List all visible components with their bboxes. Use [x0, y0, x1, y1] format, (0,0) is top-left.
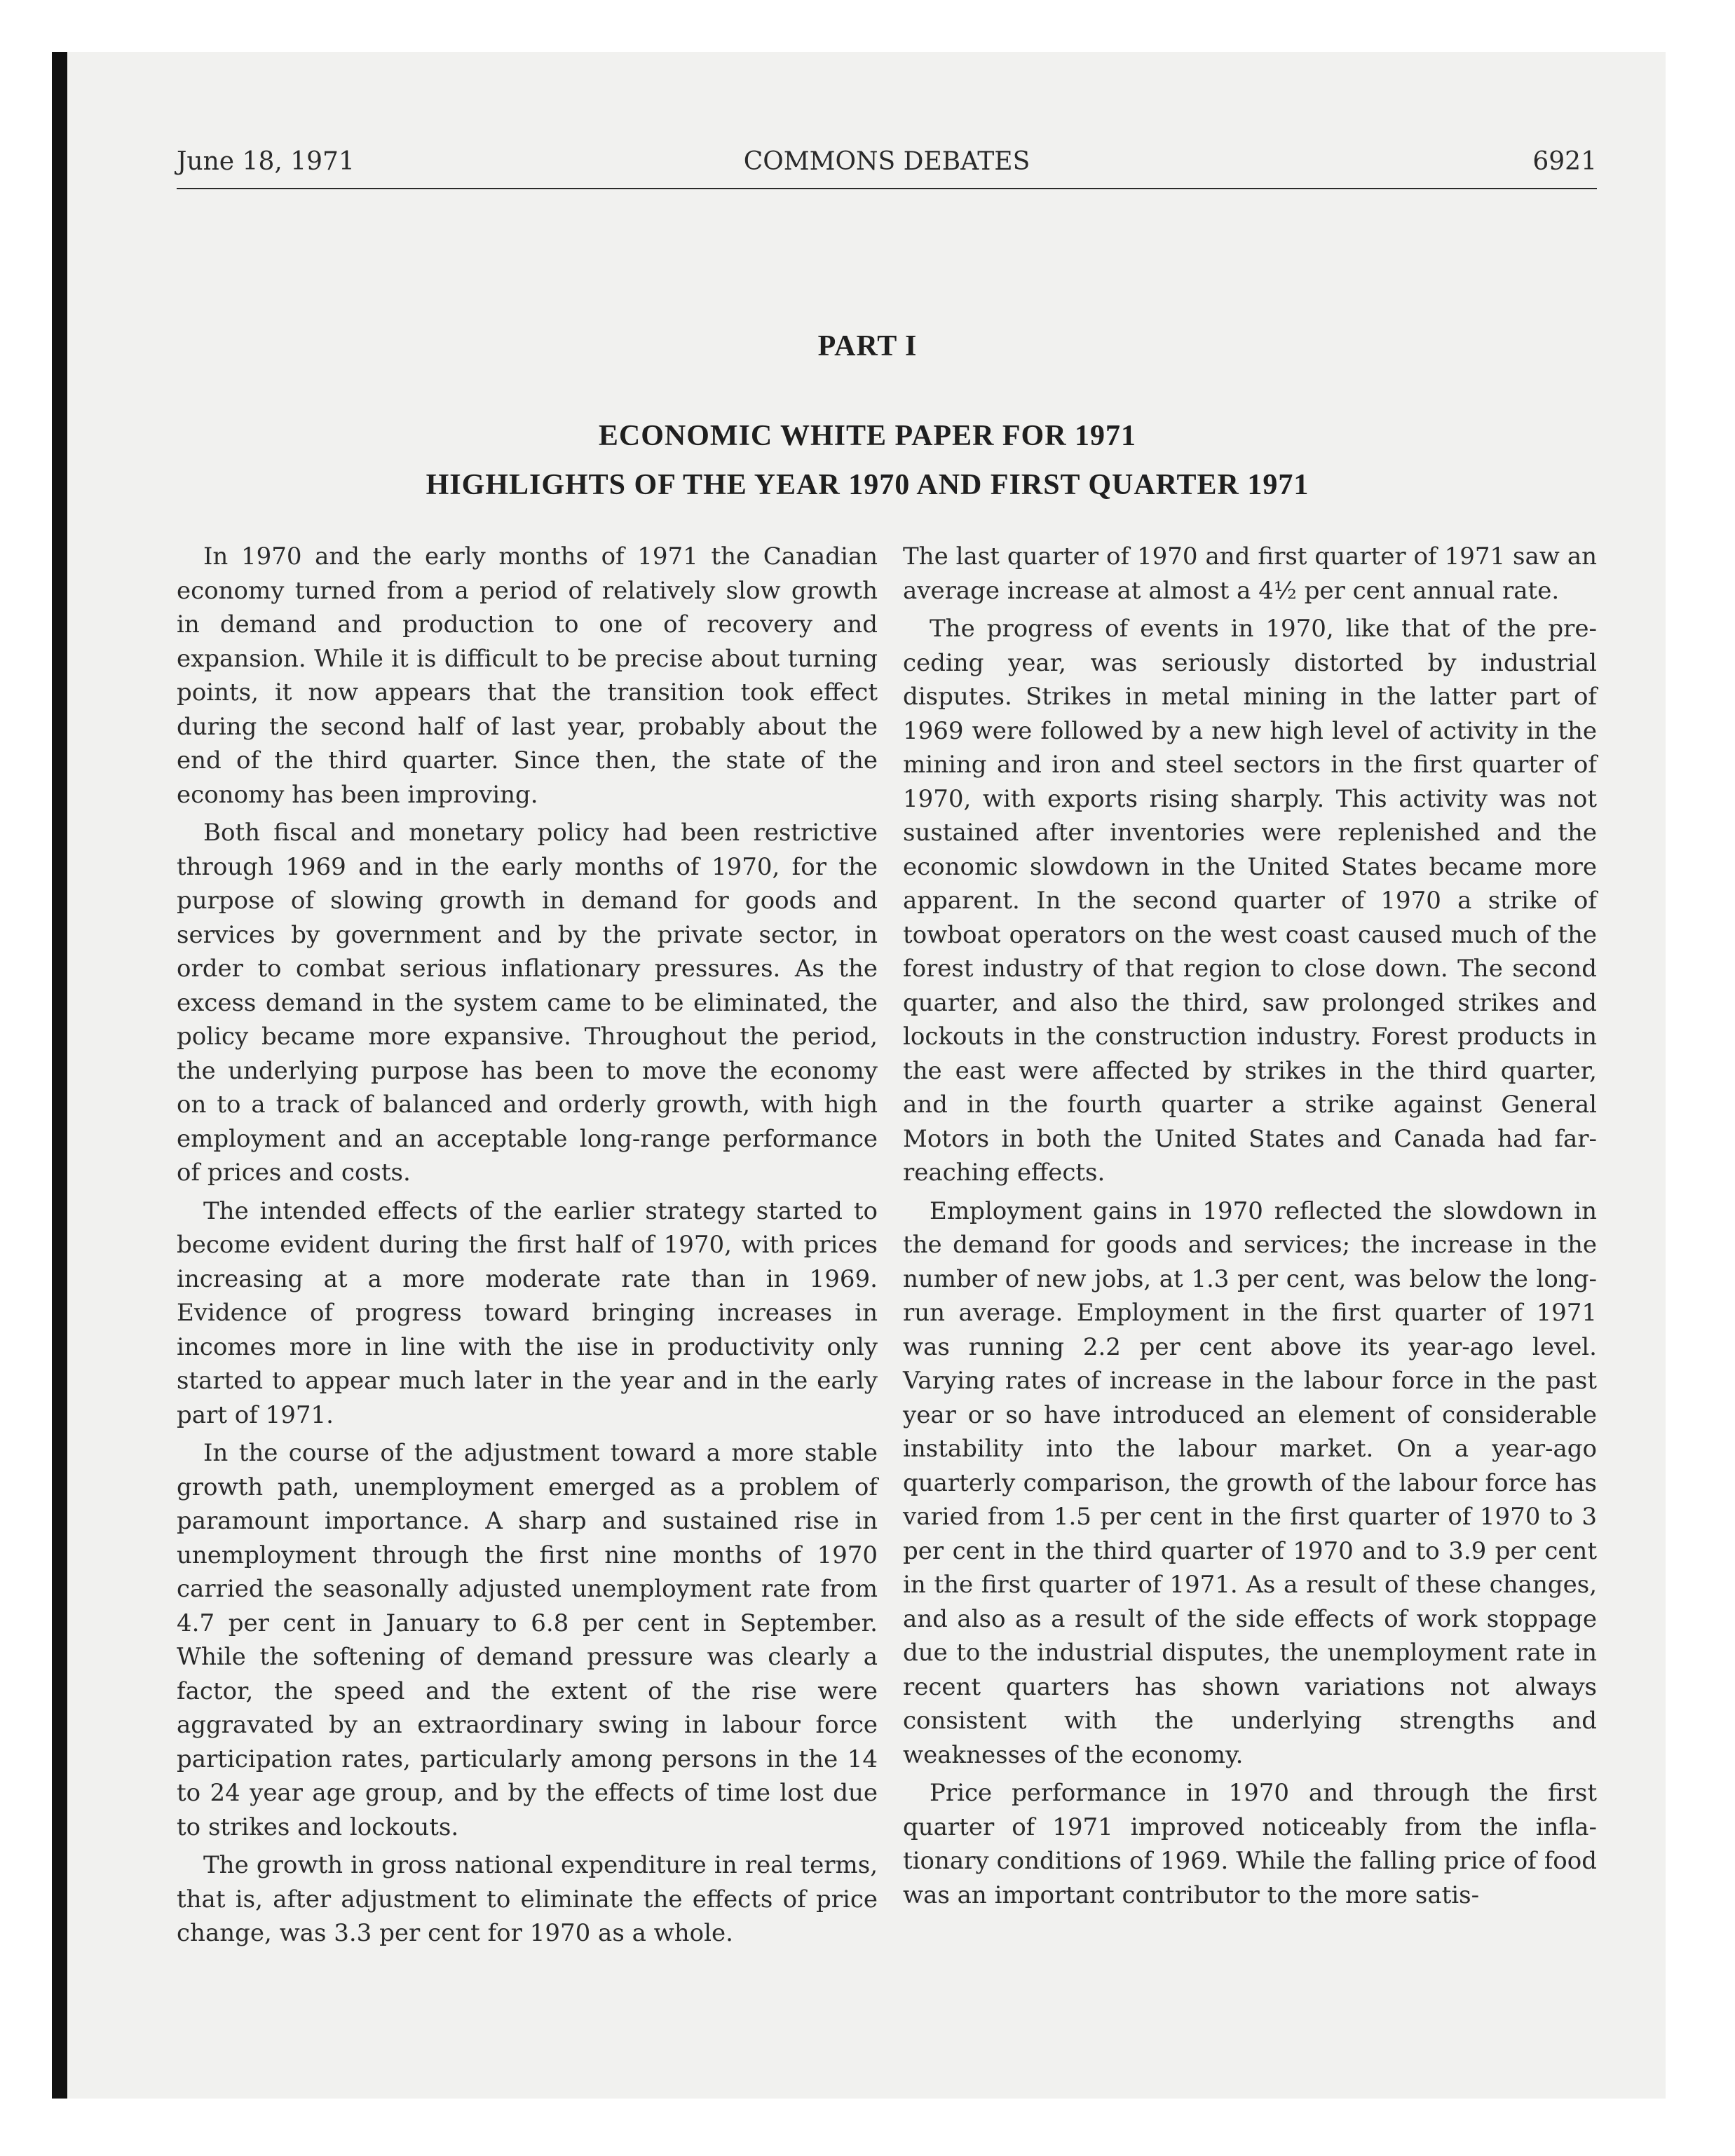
document-title: ECONOMIC WHITE PAPER FOR 1971: [598, 420, 1137, 452]
paragraph: Price performance in 1970 and through the first quarter of 1971 improved noticeably from the inflationary conditions of 1969. While the falling price of food was an important contributor to the more satis-: [903, 1779, 1597, 1909]
document-subtitle: HIGHLIGHTS OF THE YEAR 1970 AND FIRST QUARTER 1971: [426, 469, 1309, 501]
paragraph: The progress of events in 1970, like that of the preceding year, was seriously distorted by industrial disputes. Strikes in metal mining in the latter part of 1969 were followed by a new high level of activity in the mining and iron and steel sectors in the first quarter of 1970, with exports rising sharply. This activity was not sustained after inventories were replenished and the economic slowdown in the United States became more apparent. In the second quarter of 1970 a strike of towboat operators on the west coast caused much of the forest industry of that region to close down. The second quarter, and also the third, saw prolonged strikes and lockouts in the construction industry. Forest products in the east were affected by strikes in the third quarter, and in the fourth quarter a strike against General Motors in both the United States and Canada had far-reaching effects.: [903, 615, 1597, 1187]
part-title: PART I: [817, 330, 918, 362]
header-date: June 18, 1971: [177, 147, 355, 176]
left-column: [177, 540, 878, 1955]
paragraph: Both fiscal and monetary policy had been restrictive through 1969 and in the early months of 1970, for the purpose of slowing growth in demand for goods and services by government and by the private sector, in order to combat serious inflationary pressures. As the excess demand in the system came to be eliminated, the policy became more expansive. Throughout the period, the underlying purpose has been to move the economy on to a track of balanced and orderly growth, with high employment and an acceptable long-range performance of prices and costs.: [177, 819, 878, 1187]
paragraph: In 1970 and the early months of 1971 the Canadian economy turned from a period of relatively slow growth in demand and production to one of recovery and expansion. While it is difficult to be precise about turning points, it now appears that the transition took effect during the second half of last year, probably about the end of the third quarter. Since then, the state of the economy has been improving.: [177, 543, 878, 809]
right-column: [903, 540, 1597, 1916]
paragraph: In the course of the adjustment toward a more stable growth path, unemployment emerged as a problem of paramount importance. A sharp and sustained rise in unemployment through the first nine months of 1970 carried the seasonally adjusted unemployment rate from 4.7 per cent in January to 6.8 per cent in September. While the softening of demand pressure was clearly a factor, the speed and the extent of the rise were aggravated by an extraordinary swing in labour force participation rates, particularly among persons in the 14 to 24 year age group, and by the effects of time lost due to strikes and lockouts.: [177, 1439, 878, 1841]
paragraph: The intended effects of the earlier strategy started to become evident during the first half of 1970, with prices increasing at a more moderate rate than in 1969. Evidence of progress toward bringing increases in incomes more in line with the ıise in productivity only started to appear much later in the year and in the early part of 1971.: [177, 1196, 878, 1429]
header-journal-title: COMMONS DEBATES: [743, 147, 1030, 176]
paragraph-continued: The last quarter of 1970 and first quarter of 1971 saw an average increase at almost a 4½ per cent annual rate.: [903, 543, 1597, 605]
header-page-number: 6921: [1532, 147, 1597, 176]
paragraph: The growth in gross national expenditure in real terms, that is, after adjustment to eliminate the effects of price change, was 3.3 per cent for 1970 as a whole.: [177, 1851, 878, 1947]
paragraph: Employment gains in 1970 reflected the slowdown in the demand for goods and services; the increase in the number of new jobs, at 1.3 per cent, was below the long-run average. Employment in the first quarter of 1971 was running 2.2 per cent above its year-ago level. Varying rates of increase in the labour force in the past year or so have introduced an element of considerable instability into the labour market. On a year-ago quarterly comparison, the growth of the labour force has varied from 1.5 per cent in the first quarter of 1970 to 3 per cent in the third quarter of 1970 and to 3.9 per cent in the first quarter of 1971. As a result of these changes, and also as a result of the side effects of work stoppage due to the industrial disputes, the unemployment rate in recent quarters has shown variations not always consistent with the underlying strengths and weaknesses of the economy.: [903, 1196, 1597, 1769]
page-header: [177, 147, 1597, 189]
